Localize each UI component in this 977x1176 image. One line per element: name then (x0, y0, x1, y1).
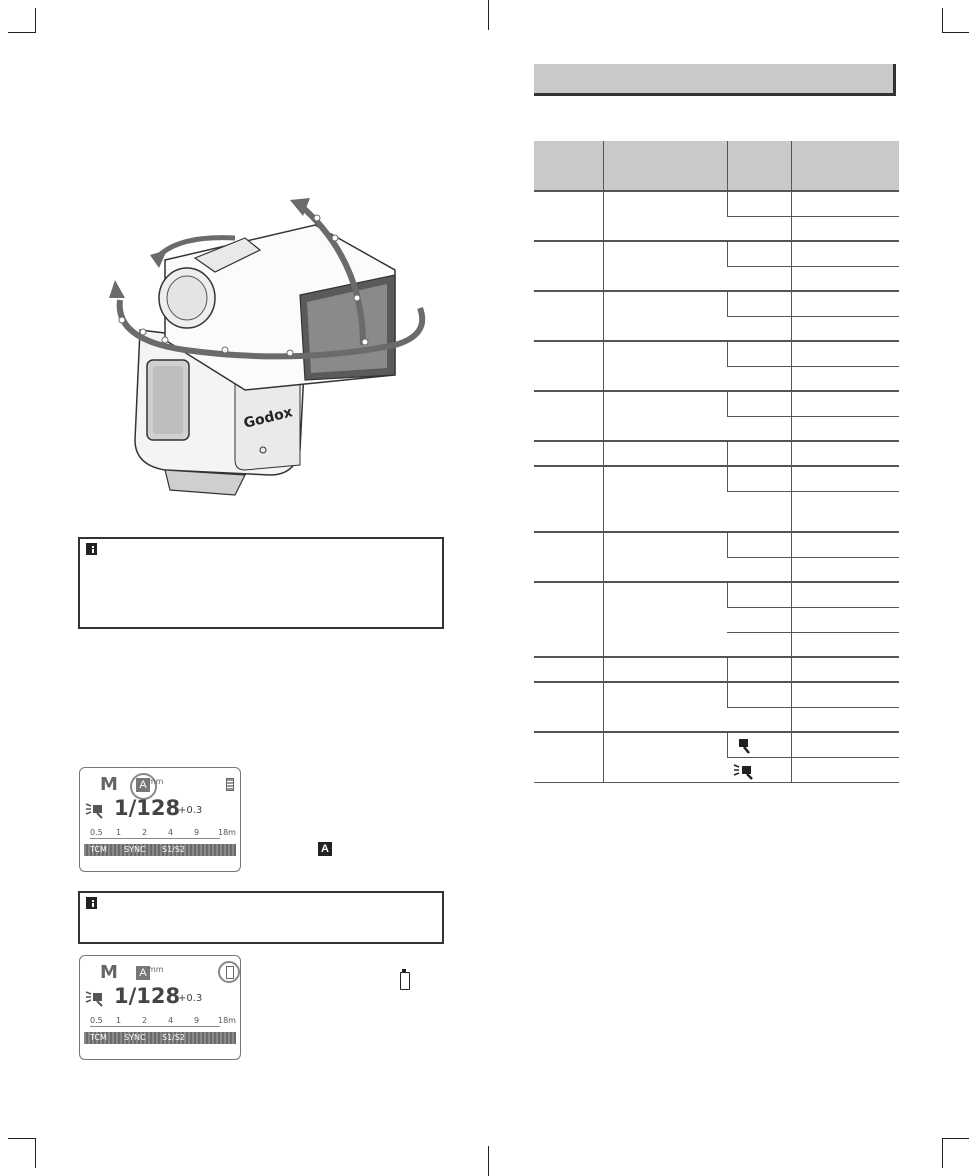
crop-mark (8, 1138, 35, 1139)
spec-table (534, 141, 899, 783)
table-row (534, 532, 899, 557)
lcd-distance-scale: 0.5 1 2 4 9 18m (90, 828, 236, 837)
body-logo: Godox (242, 404, 295, 432)
lcd-display-auto-zoom (79, 767, 241, 872)
table-row (534, 582, 899, 607)
lcd-mode: M (100, 962, 118, 983)
table-row (534, 391, 899, 416)
note-info-icon (86, 543, 98, 555)
center-gutter-mark (488, 1146, 489, 1176)
table-row (534, 441, 899, 466)
crop-mark (942, 8, 943, 33)
flash-direct-icon (733, 762, 759, 780)
lcd-power-value: 1/128 (114, 984, 181, 1008)
table-header-row (534, 141, 899, 191)
table-row (534, 241, 899, 266)
section-header-bar (534, 64, 896, 96)
lcd-zoom-unit: mm (148, 965, 164, 974)
crop-mark (942, 32, 969, 33)
crop-mark (35, 1138, 36, 1168)
battery-icon (400, 972, 410, 990)
flash-rotation-illustration (95, 180, 435, 500)
note-box (78, 891, 444, 944)
table-row (534, 682, 899, 707)
table-row (534, 291, 899, 316)
lcd-compensation: +0.3 (178, 993, 203, 1004)
flash-bounce-icon (85, 801, 107, 819)
crop-mark (942, 1138, 969, 1139)
lcd-power-value: 1/128 (114, 796, 181, 820)
auto-zoom-icon: A (318, 842, 332, 856)
lcd-compensation: +0.3 (178, 805, 203, 816)
auto-zoom-icon: A (136, 966, 150, 980)
crop-mark (8, 32, 35, 33)
auto-zoom-icon: A (136, 778, 150, 792)
lcd-function-bar: TCM SYNC S1/S2 (84, 1032, 236, 1044)
table-row (534, 466, 899, 491)
note-box (78, 537, 444, 629)
table-row (534, 341, 899, 366)
note-info-icon (86, 897, 98, 909)
battery-icon (226, 778, 234, 791)
flash-bounce-icon (736, 737, 758, 755)
lcd-zoom-unit: mm (148, 777, 164, 786)
crop-mark (35, 8, 36, 33)
lcd-distance-scale: 0.5 1 2 4 9 18m (90, 1016, 236, 1025)
lcd-mode: M (100, 774, 118, 795)
lcd-display-battery (79, 955, 241, 1060)
table-row (534, 732, 899, 757)
battery-icon (226, 966, 234, 979)
table-row (534, 657, 899, 682)
crop-mark (942, 1138, 943, 1168)
flash-bounce-icon (85, 989, 107, 1007)
table-row (534, 191, 899, 216)
center-gutter-mark (488, 0, 489, 30)
lcd-function-bar: TCM SYNC S1/S2 (84, 844, 236, 856)
